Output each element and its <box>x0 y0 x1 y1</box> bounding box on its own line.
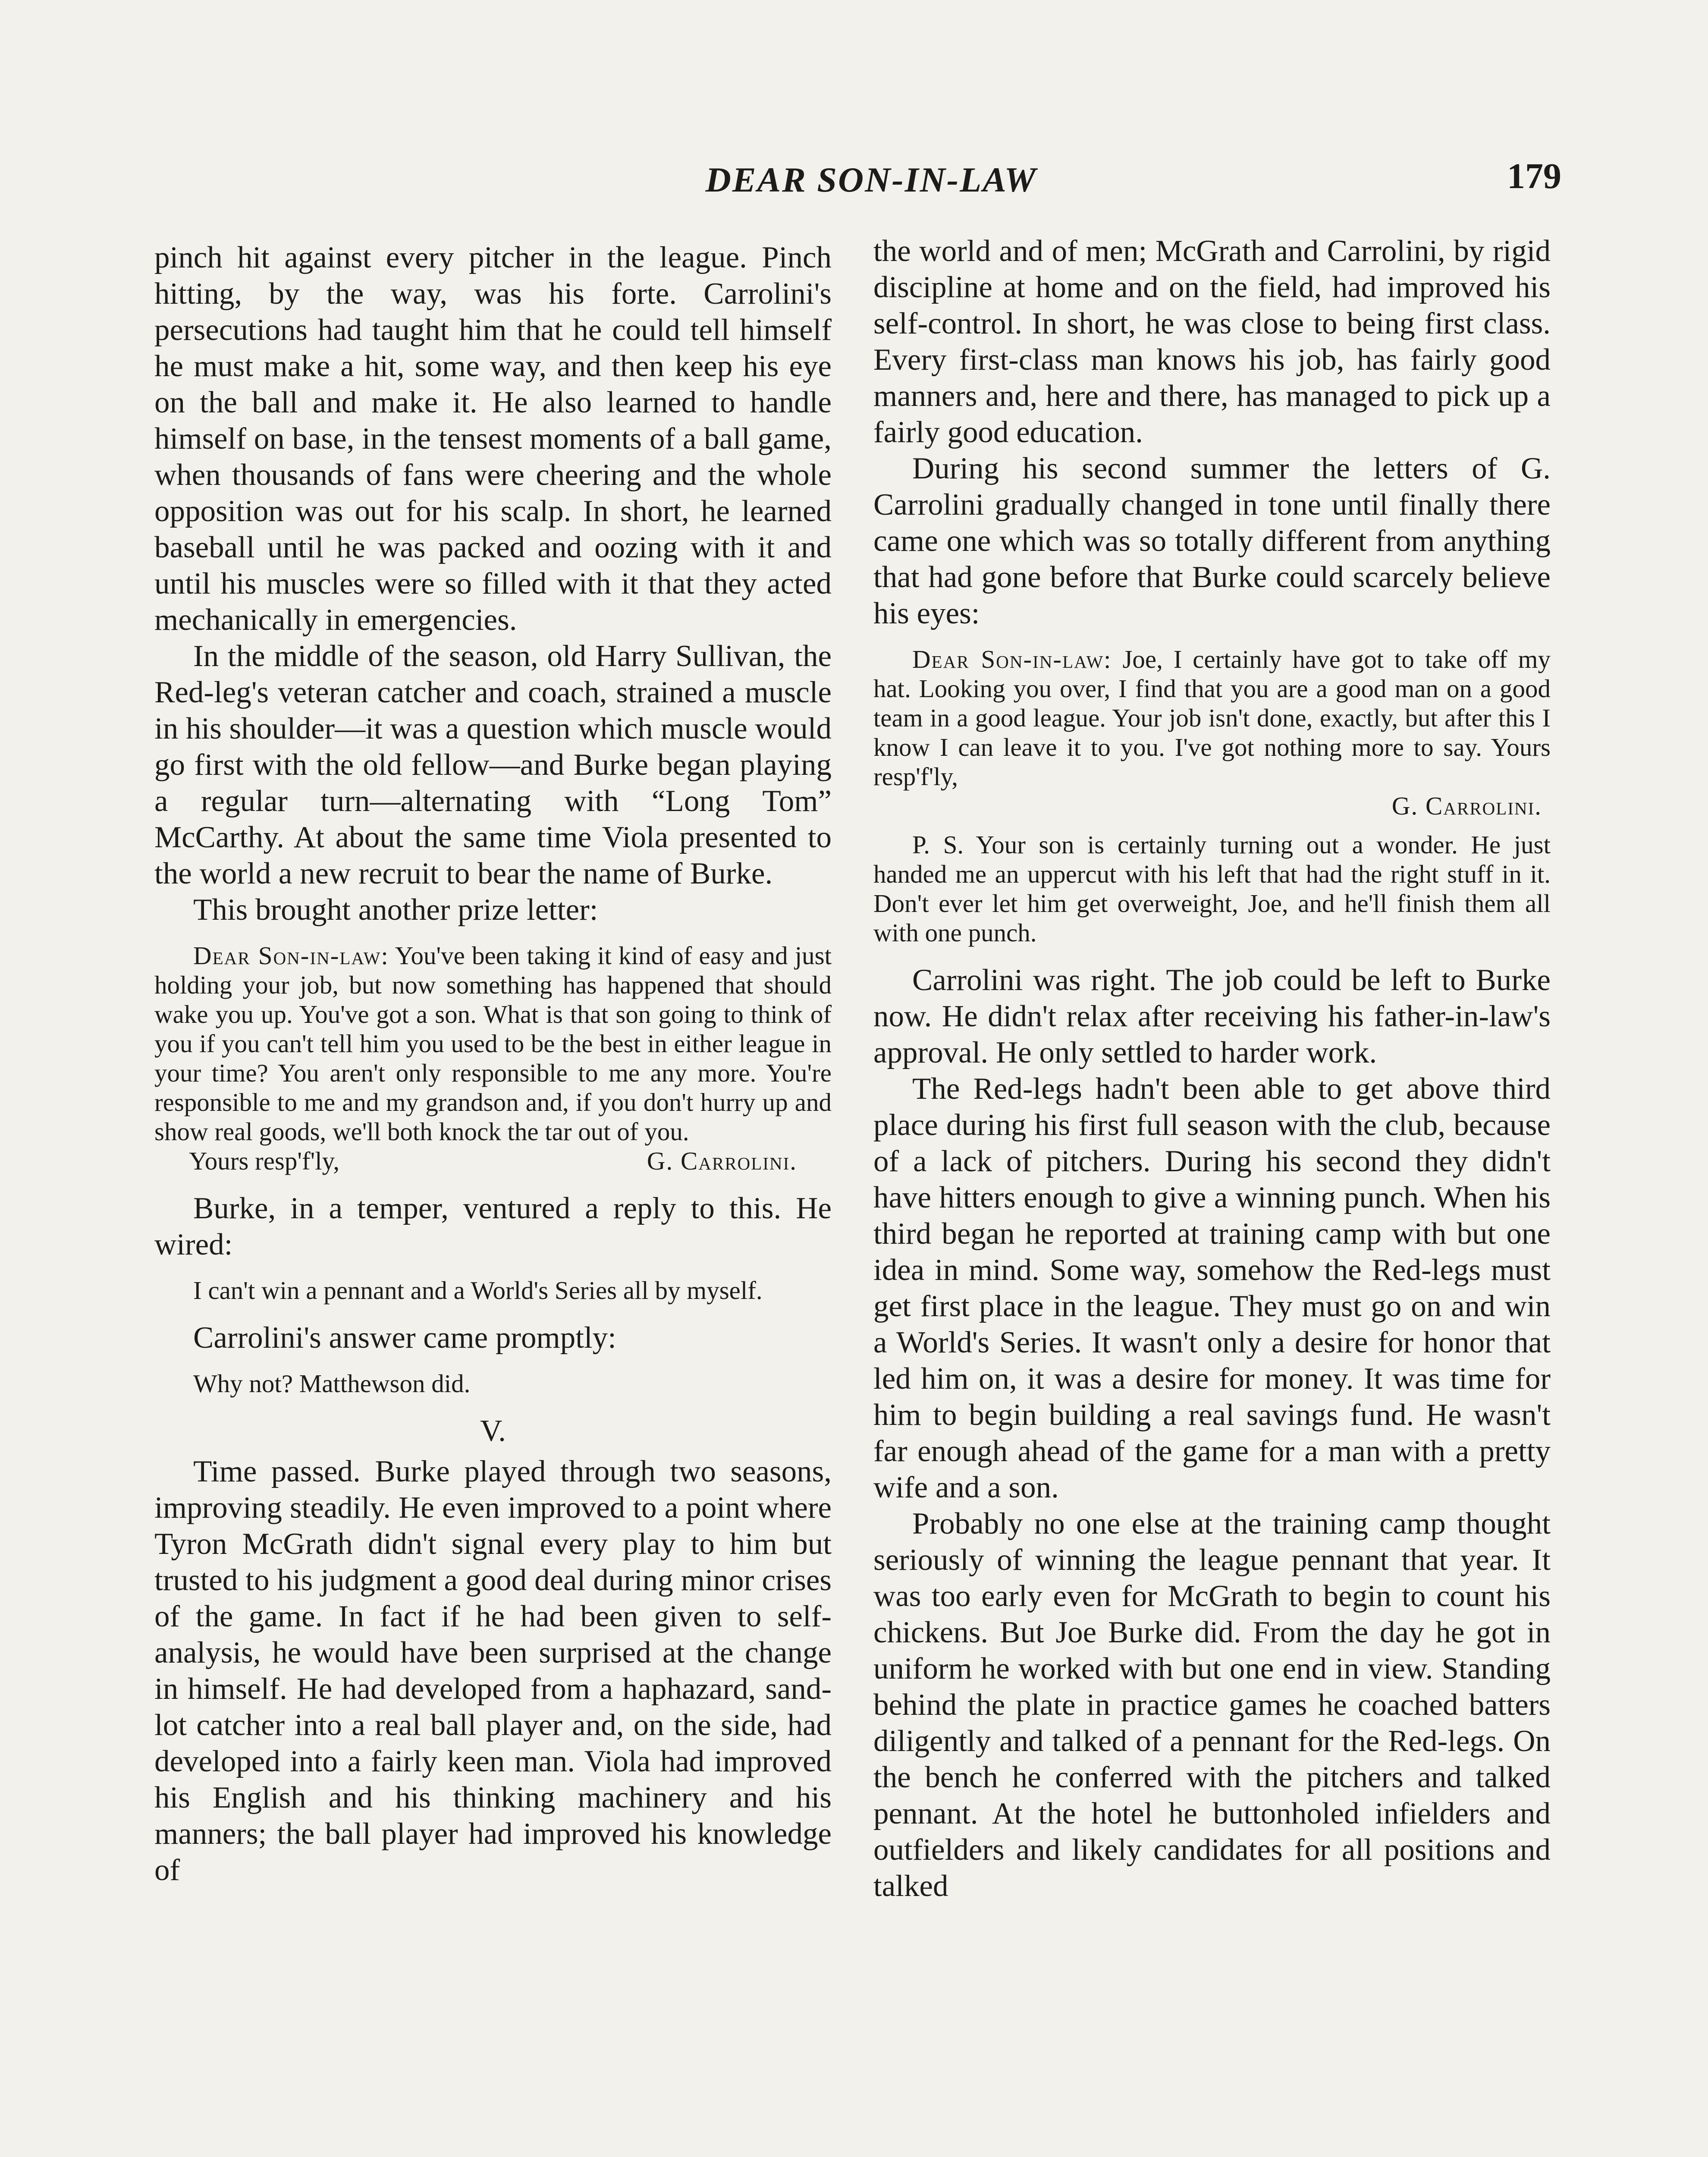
letter-block <box>873 645 1551 947</box>
paragraph: Carrolini's answer came promptly: <box>193 1321 616 1355</box>
answer-text: Why not? Matthewson did. <box>193 1369 471 1398</box>
section-heading: V. <box>480 1414 506 1448</box>
letter-salutation: Dear Son-in-law: <box>912 645 1112 673</box>
letter-body: You've been taking it kind of easy and just holding your job, but now something has happened that should wake you up. You've got a son. What is that son going to think of you if you can't tell him you used to be the best in either league in your time? You aren't only responsible to me any more. You're responsible to me and my grandson and, if you don't hurry up and show real goods, we'll both knock the tar out of you. <box>154 941 832 1146</box>
letter-text <box>154 941 832 1146</box>
right-column <box>873 233 1551 1904</box>
letter-signature: G. Carrolini. <box>1391 792 1542 820</box>
paragraph: Carrolini was right. The job could be left to Burke now. He didn't relax after receiving his father-in-law's approval. He only settled to harder work. <box>873 963 1551 1069</box>
letter-body: Joe, I certainly have got to take off my hat. Looking you over, I find that you are a good man on a good team in a good league. Your job isn't done, exactly, but after this I know I can leave it to you. I've got nothing more to say. Yours resp'f'ly, <box>873 645 1551 791</box>
paragraph: the world and of men; McGrath and Carrolini, by rigid discipline at home and on the field, had improved his self-control. In short, he was close to being first class. Every first-class man knows his job, has fairly good manners and, here and there, has managed to pick up a fairly good education. <box>873 234 1551 449</box>
letter-salutation: Dear Son-in-law: <box>193 941 389 970</box>
paragraph: During his second summer the letters of G. Carrolini gradually changed in tone until finally there came one which was so totally different from anything that had gone before that Burke could scarcely believe his eyes: <box>873 452 1551 630</box>
paragraph: The Red-legs hadn't been able to get above third place during his first full season with the club, because of a lack of pitchers. During his second they didn't have hitters enough to give a winning punch. When his third began he reported at training camp with but one idea in mind. Some way, somehow the Red-legs must get first place in the league. They must go on and win a World's Series. It wasn't only a desire for honor that led him on, it was a desire for money. It was time for him to begin building a real savings fund. He wasn't far enough ahead of the game for a man with a pretty wife and a son. <box>873 1072 1551 1504</box>
letter-closing: Yours resp'f'ly, <box>189 1147 340 1175</box>
letter-signoff <box>154 1146 832 1176</box>
paragraph: Probably no one else at the training camp thought seriously of winning the league pennant that year. It was too early even for McGrath to begin to count his chickens. But Joe Burke did. From the day he got in uniform he worked with but one end in view. Standing behind the plate in practice games he coached batters diligently and talked of a pennant for the Red-legs. On the bench he conferred with the pitchers and talked pennant. At the hotel he buttonholed infielders and outfielders and likely candidates for all positions and talked <box>873 1507 1551 1903</box>
paragraph: This brought another prize letter: <box>193 893 598 927</box>
paragraph: In the middle of the season, old Harry Sullivan, the Red-leg's veteran catcher and coach, strained a muscle in his shoulder—it was a question which muscle would go first with the old fellow—and Burke began playing a regular turn—alternating with “Long Tom” McCarthy. At about the same time Viola presented to the world a new recruit to bear the name of Burke. <box>154 639 832 890</box>
answer-block <box>154 1369 832 1398</box>
letter-text <box>873 645 1551 791</box>
postscript: P. S. Your son is certainly turning out a wonder. He just handed me an uppercut with his left that had the right stuff in it. Don't ever let him get overweight, Joe, and he'll finish them all with one punch. <box>873 830 1551 947</box>
wire-block <box>154 1276 832 1305</box>
paragraph: Time passed. Burke played through two seasons, improving steadily. He even improved to a point where Tyron McGrath didn't signal every play to him but trusted to his judgment a good deal during minor crises of the game. In fact if he had been given to self-analysis, he would have been surprised at the change in himself. He had developed from a haphazard, sand-lot catcher into a real ball player and, on the side, had developed into a fairly keen man. Viola had improved his English and his thinking machinery and his manners; the ball player had improved his knowledge of <box>154 1455 832 1887</box>
running-title: DEAR SON-IN-LAW <box>705 160 1037 199</box>
wire-text: I can't win a pennant and a World's Series all by myself. <box>193 1276 763 1305</box>
left-column <box>154 239 832 1888</box>
page-number: 179 <box>1507 156 1561 196</box>
paragraph: Burke, in a temper, ventured a reply to this. He wired: <box>154 1192 832 1261</box>
paragraph: pinch hit against every pitcher in the league. Pinch hitting, by the way, was his forte. Carrolini's persecutions had taught him that he could tell himself he must make a hit, some way, and then keep his eye on the ball and make it. He also learned to handle himself on base, in the tensest moments of a ball game, when thousands of fans were cheering and the whole opposition was out for his scalp. In short, he learned baseball until he was packed and oozing with it and until his muscles were so filled with it that they acted mechanically in emergencies. <box>154 241 832 637</box>
letter-block <box>154 941 832 1176</box>
letter-signature: G. Carrolini. <box>647 1147 797 1175</box>
